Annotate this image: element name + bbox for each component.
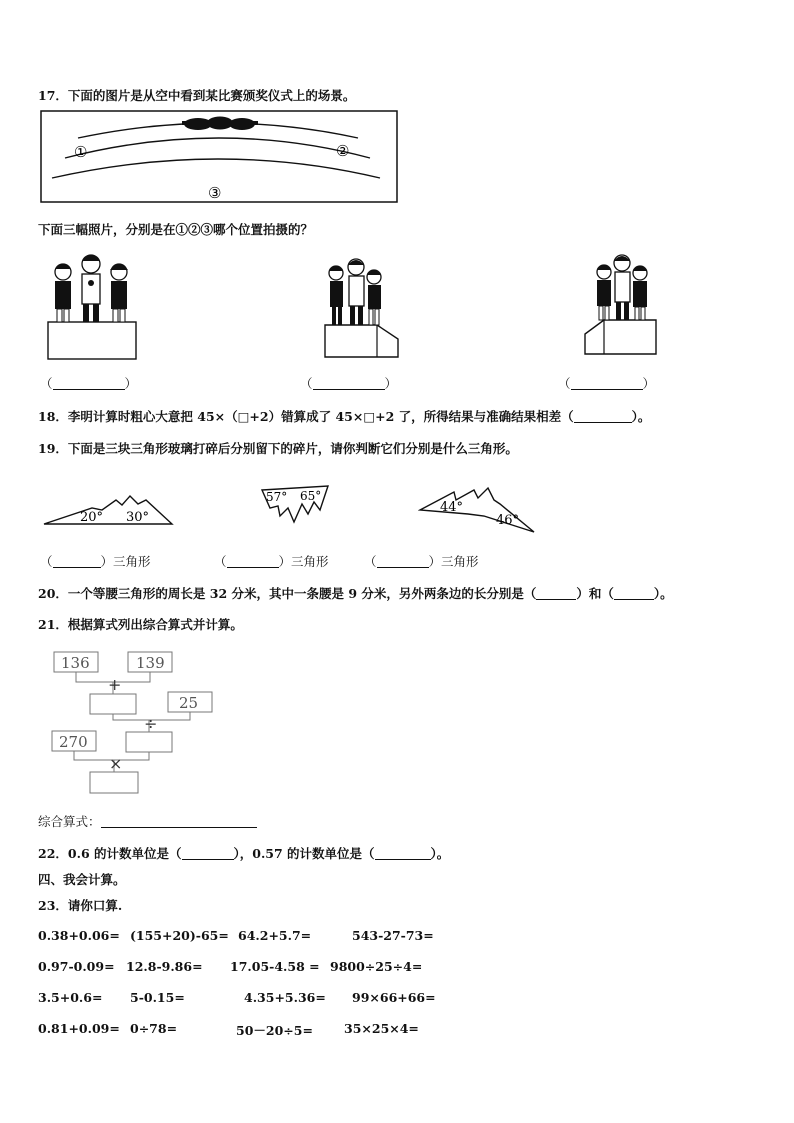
- photo-3: [582, 252, 662, 360]
- q22-blank-1[interactable]: [182, 847, 234, 860]
- question-21-text: 21．根据算式列出综合算式并计算。: [38, 617, 243, 632]
- marker-1: ①: [74, 143, 88, 161]
- person-center: [348, 259, 364, 325]
- box-sum-result: [90, 694, 136, 714]
- calc-r4-c3: 50－20÷5=: [236, 1023, 313, 1038]
- number-139: 139: [136, 654, 165, 672]
- person-center: [614, 255, 630, 320]
- marker-2: ②: [336, 142, 350, 160]
- award-ceremony-top-view: [40, 110, 400, 204]
- calc-r2-c1: 0.97-0.09=: [38, 959, 115, 974]
- angle-30: 30°: [126, 510, 150, 525]
- calculation-flow-diagram: [48, 648, 218, 796]
- angle-44: 44°: [440, 500, 464, 515]
- angle-46: 46°: [496, 513, 520, 528]
- number-136: 136: [61, 654, 90, 672]
- section-4-title: 四、我会计算。: [38, 872, 126, 887]
- marker-3: ③: [208, 184, 222, 202]
- photo-2: [322, 255, 404, 361]
- calc-r3-c3: 4.35+5.36=: [244, 990, 326, 1005]
- person-right: [633, 266, 647, 320]
- calc-r4-c1: 0.81+0.09=: [38, 1021, 120, 1036]
- triangle-3-answer[interactable]: （ ）三角形: [364, 554, 479, 569]
- podium: [48, 322, 136, 359]
- photo-1: [46, 250, 141, 362]
- question-17-subtext: 下面三幅照片，分别是在①②③哪个位置拍摄的？: [38, 222, 314, 237]
- calc-r2-c3: 17.05-4.58 =: [230, 959, 320, 974]
- q22-blank-2[interactable]: [375, 847, 431, 860]
- combined-expression-line[interactable]: [38, 812, 257, 830]
- calc-r4-c2: 0÷78=: [130, 1021, 178, 1036]
- combined-expression-label: 综合算式：: [38, 814, 101, 829]
- podium: [325, 325, 398, 357]
- photo-2-answer[interactable]: （ ）: [300, 376, 398, 391]
- q20-blank-2[interactable]: [614, 587, 654, 600]
- number-270: 270: [59, 733, 88, 751]
- question-20-text: 20．一个等腰三角形的周长是 32 分米，其中一条腰是 9 分米，另外两条边的长分别是（ ）和（ ）。: [38, 586, 673, 601]
- calc-r4-c4: 35×25×4=: [344, 1021, 419, 1036]
- person-center: [82, 255, 100, 322]
- angle-20: 20°: [80, 510, 104, 525]
- calc-r3-c4: 99×66+66=: [352, 990, 436, 1005]
- box-final-result: [90, 772, 138, 793]
- operator-divide: ÷: [144, 714, 158, 733]
- person-left: [55, 264, 71, 323]
- angle-65: 65°: [300, 489, 322, 503]
- calc-r1-c1: 0.38+0.06=: [38, 928, 120, 943]
- photo-1-answer[interactable]: （ ）: [40, 376, 138, 391]
- q20-blank-1[interactable]: [536, 587, 576, 600]
- person-right: [367, 270, 381, 325]
- calc-r1-c2: (155+20)-65=: [130, 928, 229, 943]
- triangle-2-answer[interactable]: （ ）三角形: [214, 554, 329, 569]
- question-23-title: 23．请你口算.: [38, 898, 123, 913]
- podium: [585, 320, 656, 354]
- triangle-1-answer[interactable]: （ ）三角形: [40, 554, 151, 569]
- angle-57: 57°: [266, 490, 288, 504]
- glass-fragment-2: [260, 484, 332, 526]
- question-19-text: 19．下面是三块三角形玻璃打碎后分别留下的碎片，请你判断它们分别是什么三角形。: [38, 441, 518, 456]
- calc-r3-c2: 5-0.15=: [130, 990, 185, 1005]
- calc-r2-c2: 12.8-9.86=: [126, 959, 203, 974]
- glass-fragment-3: [418, 486, 538, 536]
- person-left: [597, 265, 611, 320]
- calc-r2-c4: 9800÷25÷4=: [330, 959, 423, 974]
- person-right: [110, 264, 128, 322]
- operator-plus: +: [108, 675, 122, 694]
- q18-answer-blank[interactable]: [574, 410, 632, 423]
- operator-multiply: ×: [109, 754, 123, 773]
- number-25: 25: [179, 694, 199, 712]
- photo-3-answer[interactable]: （ ）: [558, 376, 656, 391]
- question-22-text: 22．0.6 的计数单位是（ ），0.57 的计数单位是（ ）。: [38, 846, 450, 861]
- glass-fragment-1: [42, 494, 177, 528]
- calc-r1-c4: 543-27-73=: [352, 928, 434, 943]
- people-top-view: [182, 117, 258, 131]
- question-17-text: 17．下面的图片是从空中看到某比赛颁奖仪式上的场景。: [38, 88, 356, 103]
- question-18-text: 18．李明计算时粗心大意把 45×（□+2）错算成了 45×□+2 了，所得结果与准确结果相差（ ）。: [38, 409, 651, 424]
- calc-r3-c1: 3.5+0.6=: [38, 990, 103, 1005]
- box-quotient-result: [126, 732, 172, 752]
- calc-r1-c3: 64.2+5.7=: [238, 928, 312, 943]
- person-left: [329, 266, 343, 325]
